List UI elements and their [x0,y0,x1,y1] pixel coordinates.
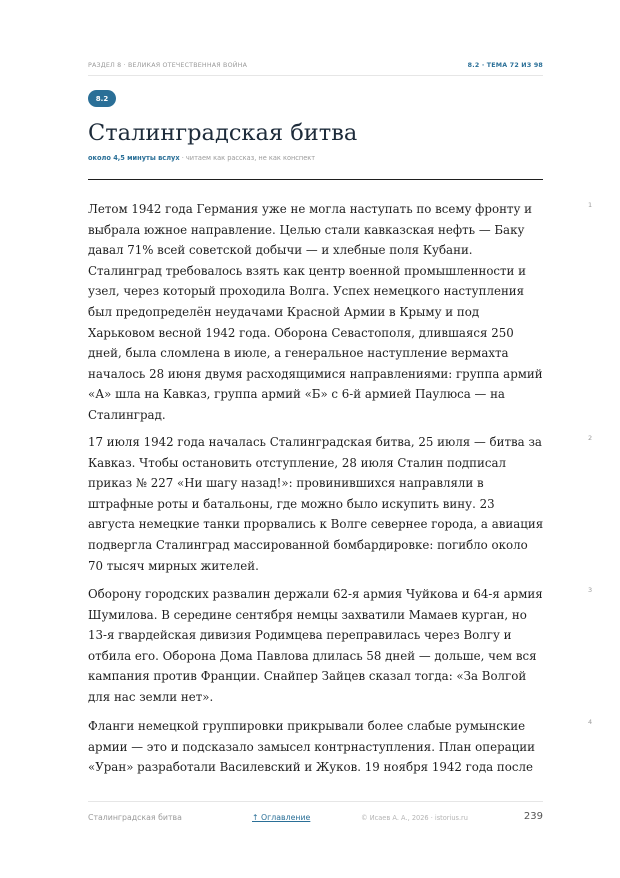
paragraph-number-4: 4 [588,718,593,726]
page-title: Сталинградская битва [88,120,358,146]
topic-label: 8.2 · ТЕМА 72 ИЗ 98 [467,61,543,69]
reading-time: около 4,5 минуты вслух [88,154,180,162]
paragraph-1: Летом 1942 года Германия уже не могла наступать по всему фронту и выбрала южное направление. Целью стали кавказская нефть — Баку давал 71% всей советской добычи — и хлебные поля Кубани. Сталинград требовалось взять как центр военной промышленности и узел, через который проходила Волга. Успех немецкого наступления был предопределён неудачами Красной Армии в Крыму и под Харьковом весной 1942 года. Оборона Севастополя, длившаяся 250 дней, была сломлена в июле, а генеральное наступление вермахта началось 28 июня двумя расходящимися направлениями: группа армий «А» шла на Кавказ, группа армий «Б» с 6-й армией Паулюса — на Сталинград. [88,202,543,422]
paragraph-3: Оборону городских развалин держали 62-я армия Чуйкова и 64-я армия Шумилова. В середине сентября немцы захватили Мамаев курган, но 13-я гвардейская дивизия Родимцева переправилась через Волгу и отбила его. Оборона Дома Павлова длилась 58 дней — дольше, чем вся кампания против Франции. Снайпер Зайцев сказал тогда: «За Волгой для нас земли нет». [88,587,543,704]
paragraph-number-3: 3 [588,586,593,594]
page-number: 239 [523,811,543,822]
table-of-contents-link[interactable]: ↑ Оглавление [252,813,311,822]
footer-copyright: © Исаев А. А., 2026 · istorius.ru [361,813,468,822]
reading-hint: читаем как рассказ, не как конспект [185,154,316,162]
footer-book-title: Сталинградская битва [88,813,182,822]
paragraph-4: Фланги немецкой группировки прикрывали более слабые румынские армии — это и подсказало замысел контрнаступления. План операции «Уран» разработали Василевский и Жуков. 19 ноября 1942 года после [88,719,535,775]
meta-separator: · [181,154,184,162]
chapter-badge: 8.2 [88,90,116,107]
footer-divider [88,801,543,802]
paragraph-2: 17 июля 1942 года началась Сталинградская битва, 25 июля — битва за Кавказ. Чтобы остановить отступление, 28 июля Сталин подписал приказ № 227 «Ни шагу назад!»: провинившихся направляли в штрафные роты и батальоны, где можно было искупить вину. 23 августа немецкие танки прорвались к Волге севернее города, а авиация подвергла Сталинград массированной бомбардировке: погибло около 70 тысяч мирных жителей. [88,435,544,573]
page-footer [88,810,543,826]
paragraph-number-2: 2 [588,434,593,442]
section-label: РАЗДЕЛ 8 · ВЕЛИКАЯ ОТЕЧЕСТВЕННАЯ ВОЙНА [88,61,248,69]
paragraph-number-1: 1 [588,201,593,209]
